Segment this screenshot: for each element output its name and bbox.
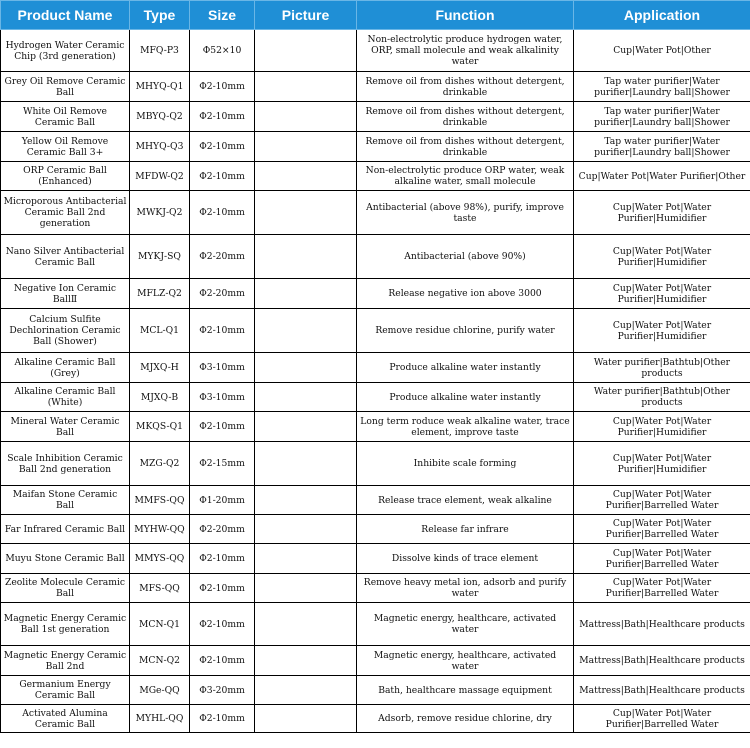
product-picture [255,191,357,235]
product-application: Cup|Water Pot|Water Purifier|Humidifier [574,442,750,486]
product-name: White Oil Remove Ceramic Ball [1,102,130,132]
product-type: MMFS-QQ [130,486,190,515]
header-product-name: Product Name [1,1,130,30]
product-picture [255,235,357,279]
product-function: Produce alkaline water instantly [357,353,574,383]
product-application: Tap water purifier|Water purifier|Laundry ball|Shower [574,102,750,132]
product-application: Cup|Water Pot|Water Purifier|Barrelled Water [574,515,750,544]
product-picture [255,72,357,102]
product-type: MFLZ-Q2 [130,279,190,309]
product-type: MHYQ-Q3 [130,132,190,162]
header-type: Type [130,1,190,30]
table-row [1,353,750,383]
product-function: Magnetic energy, healthcare, activated water [357,646,574,676]
product-size: Φ2-10mm [190,646,255,676]
product-application: Mattress|Bath|Healthcare products [574,646,750,676]
product-size: Φ2-10mm [190,102,255,132]
product-size: Φ2-20mm [190,279,255,309]
product-application: Cup|Water Pot|Water Purifier|Other [574,162,750,191]
product-picture [255,515,357,544]
product-name: Magnetic Energy Ceramic Ball 2nd [1,646,130,676]
product-picture [255,279,357,309]
product-function: Adsorb, remove residue chlorine, dry [357,705,574,733]
table-row [1,646,750,676]
header-size: Size [190,1,255,30]
product-name: Alkaline Ceramic Ball (White) [1,383,130,412]
product-type: MYKJ-SQ [130,235,190,279]
product-picture [255,412,357,442]
product-type: MFQ-P3 [130,30,190,72]
product-function: Release negative ion above 3000 [357,279,574,309]
header-function: Function [357,1,574,30]
product-size: Φ2-10mm [190,72,255,102]
product-size: Φ2-10mm [190,162,255,191]
product-name: Grey Oil Remove Ceramic Ball [1,72,130,102]
product-picture [255,162,357,191]
product-function: Release far infrare [357,515,574,544]
product-size: Φ2-10mm [190,191,255,235]
product-name: ORP Ceramic Ball (Enhanced) [1,162,130,191]
table-row [1,544,750,574]
product-name: Yellow Oil Remove Ceramic Ball 3+ [1,132,130,162]
product-name: Hydrogen Water Ceramic Chip (3rd generation) [1,30,130,72]
table-row [1,515,750,544]
product-size: Φ3-10mm [190,383,255,412]
product-picture [255,383,357,412]
product-type: MWKJ-Q2 [130,191,190,235]
product-name: Alkaline Ceramic Ball (Grey) [1,353,130,383]
product-function: Bath, healthcare massage equipment [357,676,574,705]
product-application: Cup|Water Pot|Water Purifier|Barrelled Water [574,705,750,733]
product-function: Inhibite scale forming [357,442,574,486]
product-size: Φ3-20mm [190,676,255,705]
product-name: Scale Inhibition Ceramic Ball 2nd generation [1,442,130,486]
product-picture [255,353,357,383]
product-type: MYHL-QQ [130,705,190,733]
product-application: Mattress|Bath|Healthcare products [574,603,750,646]
product-function: Magnetic energy, healthcare, activated water [357,603,574,646]
product-size: Φ2-10mm [190,309,255,353]
product-function: Remove oil from dishes without detergent, drinkable [357,72,574,102]
product-function: Remove heavy metal ion, adsorb and purify water [357,574,574,603]
table-row [1,191,750,235]
product-type: MCN-Q1 [130,603,190,646]
product-name: Magnetic Energy Ceramic Ball 1st generation [1,603,130,646]
product-picture [255,574,357,603]
table-row [1,676,750,705]
table-row [1,603,750,646]
product-picture [255,132,357,162]
table-row [1,412,750,442]
product-size: Φ2-10mm [190,132,255,162]
product-function: Long term roduce weak alkaline water, trace element, improve taste [357,412,574,442]
product-picture [255,102,357,132]
product-function: Remove oil from dishes without detergent, drinkable [357,102,574,132]
product-size: Φ52×10 [190,30,255,72]
table-row [1,309,750,353]
table-row [1,162,750,191]
product-type: MYHW-QQ [130,515,190,544]
product-type: MFDW-Q2 [130,162,190,191]
product-name: Maifan Stone Ceramic Ball [1,486,130,515]
product-picture [255,442,357,486]
product-type: MKQS-Q1 [130,412,190,442]
header-application: Application [574,1,750,30]
product-size: Φ3-10mm [190,353,255,383]
product-application: Cup|Water Pot|Water Purifier|Barrelled Water [574,574,750,603]
product-name: Far Infrared Ceramic Ball [1,515,130,544]
header-row [1,1,750,30]
product-function: Antibacterial (above 98%), purify, improve taste [357,191,574,235]
product-picture [255,544,357,574]
product-picture [255,603,357,646]
product-name: Negative Ion Ceramic BallⅡ [1,279,130,309]
product-application: Water purifier|Bathtub|Other products [574,353,750,383]
table-row [1,383,750,412]
product-type: MZG-Q2 [130,442,190,486]
product-type: MBYQ-Q2 [130,102,190,132]
product-type: MJXQ-B [130,383,190,412]
table-row [1,486,750,515]
product-application: Cup|Water Pot|Water Purifier|Humidifier [574,235,750,279]
product-picture [255,486,357,515]
product-application: Cup|Water Pot|Water Purifier|Humidifier [574,412,750,442]
table-row [1,102,750,132]
product-size: Φ2-10mm [190,544,255,574]
product-function: Remove oil from dishes without detergent, drinkable [357,132,574,162]
product-name: Microporous Antibacterial Ceramic Ball 2nd generation [1,191,130,235]
product-size: Φ2-15mm [190,442,255,486]
product-application: Water purifier|Bathtub|Other products [574,383,750,412]
product-type: MMYS-QQ [130,544,190,574]
product-picture [255,705,357,733]
product-function: Release trace element, weak alkaline [357,486,574,515]
product-application: Cup|Water Pot|Other [574,30,750,72]
table-row [1,132,750,162]
product-name: Nano Silver Antibacterial Ceramic Ball [1,235,130,279]
product-function: Dissolve kinds of trace element [357,544,574,574]
table-row [1,235,750,279]
product-application: Tap water purifier|Water purifier|Laundry ball|Shower [574,132,750,162]
product-application: Cup|Water Pot|Water Purifier|Humidifier [574,309,750,353]
product-name: Muyu Stone Ceramic Ball [1,544,130,574]
product-application: Cup|Water Pot|Water Purifier|Humidifier [574,279,750,309]
product-picture [255,309,357,353]
table-row [1,279,750,309]
product-size: Φ2-10mm [190,574,255,603]
product-application: Tap water purifier|Water purifier|Laundry ball|Shower [574,72,750,102]
product-size: Φ1-20mm [190,486,255,515]
product-size: Φ2-10mm [190,705,255,733]
table-row [1,705,750,733]
product-picture [255,676,357,705]
product-type: MGe-QQ [130,676,190,705]
product-name: Mineral Water Ceramic Ball [1,412,130,442]
table-row [1,574,750,603]
product-name: Activated Alumina Ceramic Ball [1,705,130,733]
product-function: Antibacterial (above 90%) [357,235,574,279]
product-size: Φ2-10mm [190,412,255,442]
table-row [1,72,750,102]
product-application: Cup|Water Pot|Water Purifier|Barrelled Water [574,486,750,515]
product-name: Zeolite Molecule Ceramic Ball [1,574,130,603]
product-size: Φ2-20mm [190,235,255,279]
product-function: Non-electrolytic produce hydrogen water, ORP, small molecule and weak alkalinity water [357,30,574,72]
product-type: MFS-QQ [130,574,190,603]
header-picture: Picture [255,1,357,30]
product-picture [255,30,357,72]
product-function: Non-electrolytic produce ORP water, weak alkaline water, small molecule [357,162,574,191]
product-type: MCL-Q1 [130,309,190,353]
product-picture [255,646,357,676]
product-type: MCN-Q2 [130,646,190,676]
product-application: Mattress|Bath|Healthcare products [574,676,750,705]
table-row [1,30,750,72]
product-type: MHYQ-Q1 [130,72,190,102]
product-size: Φ2-10mm [190,603,255,646]
product-name: Germanium Energy Ceramic Ball [1,676,130,705]
table-row [1,442,750,486]
product-application: Cup|Water Pot|Water Purifier|Barrelled Water [574,544,750,574]
product-function: Remove residue chlorine, purify water [357,309,574,353]
product-size: Φ2-20mm [190,515,255,544]
product-type: MJXQ-H [130,353,190,383]
product-application: Cup|Water Pot|Water Purifier|Humidifier [574,191,750,235]
product-name: Calcium Sulfite Dechlorination Ceramic Ball (Shower) [1,309,130,353]
product-function: Produce alkaline water instantly [357,383,574,412]
